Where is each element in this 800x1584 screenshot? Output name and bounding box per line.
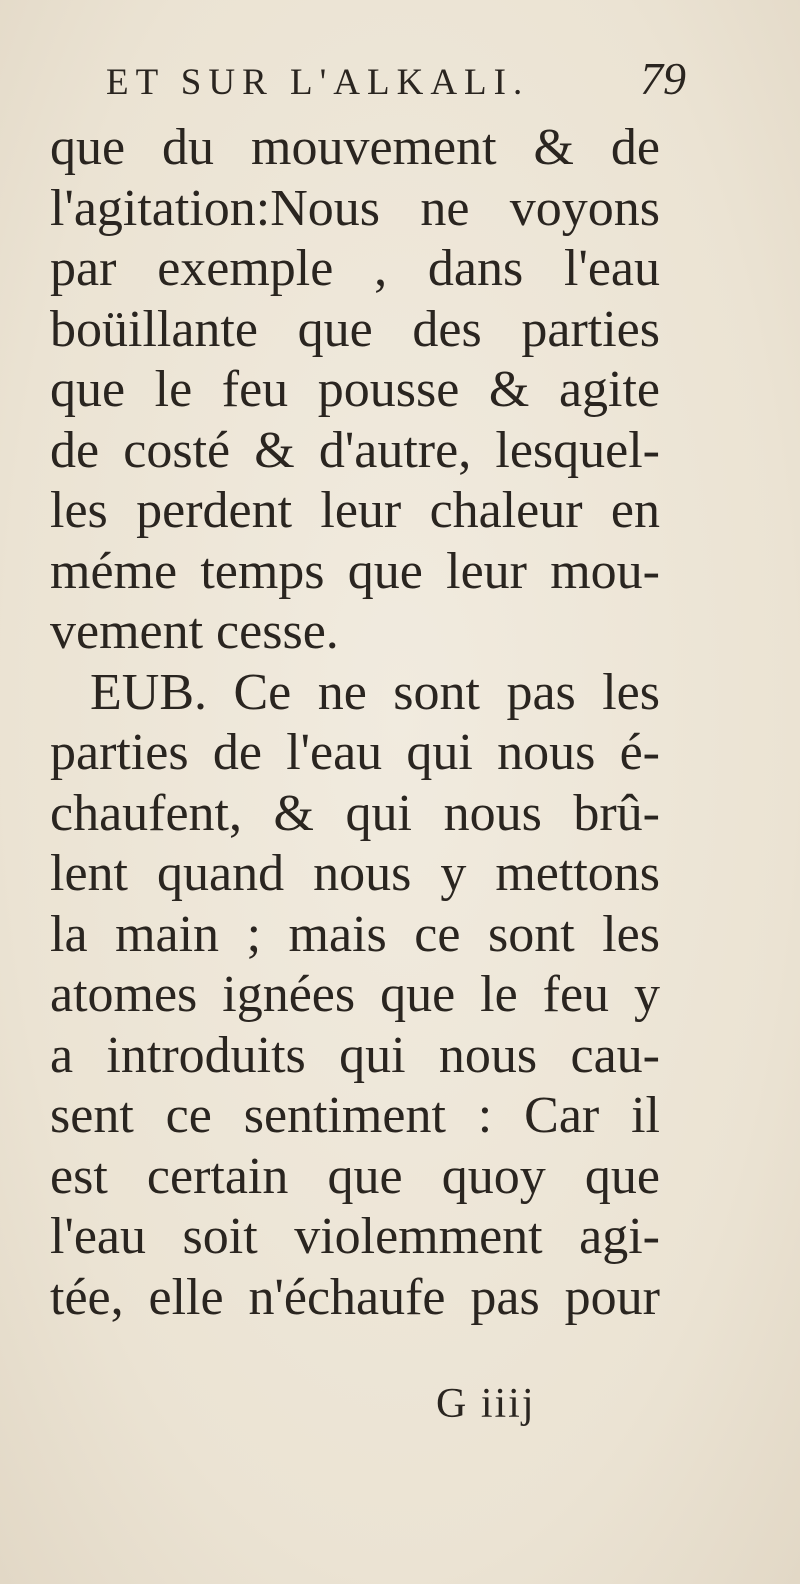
- text-line: EUB. Ce ne sont pas les: [90, 663, 660, 721]
- text-line: la main ; mais ce sont les: [50, 905, 660, 963]
- text-line: par exemple , dans l'eau: [50, 240, 660, 297]
- text-line: l'eau soit violemment agi-: [50, 1208, 660, 1265]
- text-line: de costé & d'autre, lesquel-: [50, 421, 660, 479]
- text-line: parties de l'eau qui nous é-: [50, 724, 660, 781]
- text-line: boüillante que des parties: [50, 300, 660, 358]
- text-line: atomes ignées que le feu y: [50, 966, 660, 1023]
- text-line: est certain que quoy que: [50, 1147, 660, 1205]
- text-line: que du mouvement & de: [50, 119, 660, 176]
- text-line: sent ce sentiment : Car il: [50, 1087, 660, 1144]
- text-line: l'agitation:Nous ne voyons: [50, 179, 660, 237]
- text-line: vement cesse.: [50, 603, 339, 660]
- page-header: [106, 52, 686, 112]
- text-line: tée, elle n'échaufe pas pour: [50, 1268, 660, 1326]
- text-line: lent quand nous y mettons: [50, 845, 660, 902]
- running-head: ET SUR L'ALKALI.: [106, 62, 530, 103]
- text-line: méme temps que leur mou-: [50, 542, 660, 600]
- text-line: les perdent leur chaleur en: [50, 482, 660, 539]
- body-text: [50, 118, 660, 1328]
- text-line: a introduits qui nous cau-: [50, 1026, 660, 1084]
- text-line: chaufent, & qui nous brû-: [50, 784, 660, 842]
- signature-mark: G iiij: [436, 1381, 536, 1427]
- text-line: que le feu pousse & agite: [50, 361, 660, 418]
- page-number: 79: [640, 53, 686, 104]
